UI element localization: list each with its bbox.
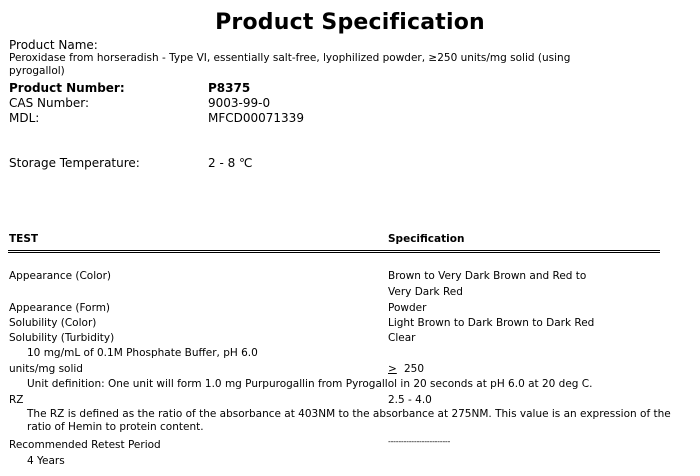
spec-rz: 2.5 - 4.0 — [388, 394, 432, 406]
unit-definition-note: Unit definition: One unit will form 1.0 mg Purpurogallin from Pyrogallol in 20 seconds at pH 6.0 at 20 deg C. — [27, 378, 593, 390]
test-solubility-turbidity: Solubility (Turbidity) — [9, 332, 115, 344]
product-number-value: P8375 — [208, 81, 251, 95]
spec-appearance-color-cont: Very Dark Red — [388, 286, 463, 298]
cas-number-label: CAS Number: — [9, 96, 90, 110]
column-header-test: TEST — [9, 233, 39, 245]
test-appearance-color: Appearance (Color) — [9, 270, 111, 282]
test-retest-period: Recommended Retest Period — [9, 439, 161, 451]
test-units-per-mg: units/mg solid — [9, 363, 83, 375]
storage-temperature-label: Storage Temperature: — [9, 156, 140, 170]
product-number-label: Product Number: — [9, 81, 125, 95]
rz-definition-note: The RZ is defined as the ratio of the absorbance at 403NM to the absorbance at 275NM. This value is an expression of the ratio of Hemin to protein content. — [27, 408, 671, 433]
spec-units-per-mg: 250 — [404, 363, 425, 375]
column-header-specification: Specification — [388, 233, 465, 245]
retest-period-value: 4 Years — [27, 455, 65, 467]
test-solubility-color: Solubility (Color) — [9, 317, 97, 329]
spec-appearance-color: Brown to Very Dark Brown and Red to — [388, 270, 587, 282]
test-solubility-conditions: 10 mg/mL of 0.1M Phosphate Buffer, pH 6.0 — [27, 347, 258, 359]
storage-temperature-value: 2 - 8 ℃ — [208, 156, 253, 170]
mdl-value: MFCD00071339 — [208, 111, 304, 125]
spec-retest-period: ------------------------ — [388, 437, 451, 446]
spec-solubility-color: Light Brown to Dark Brown to Dark Red — [388, 317, 595, 329]
cas-number-value: 9003-99-0 — [208, 96, 271, 110]
test-rz: RZ — [9, 394, 24, 406]
product-name-value: Peroxidase from horseradish - Type VI, essentially salt-free, lyophilized powder, ≥250 units/mg solid (using pyrogallol) — [9, 52, 571, 77]
product-name-label: Product Name: — [9, 38, 98, 52]
spec-appearance-form: Powder — [388, 302, 427, 314]
spec-solubility-turbidity: Clear — [388, 332, 416, 344]
spec-units-per-mg-symbol: > — [388, 363, 397, 375]
header-divider-double — [8, 252, 660, 253]
header-divider — [8, 250, 660, 251]
page-title: Product Specification — [215, 10, 485, 35]
test-appearance-form: Appearance (Form) — [9, 302, 111, 314]
mdl-label: MDL: — [9, 111, 40, 125]
